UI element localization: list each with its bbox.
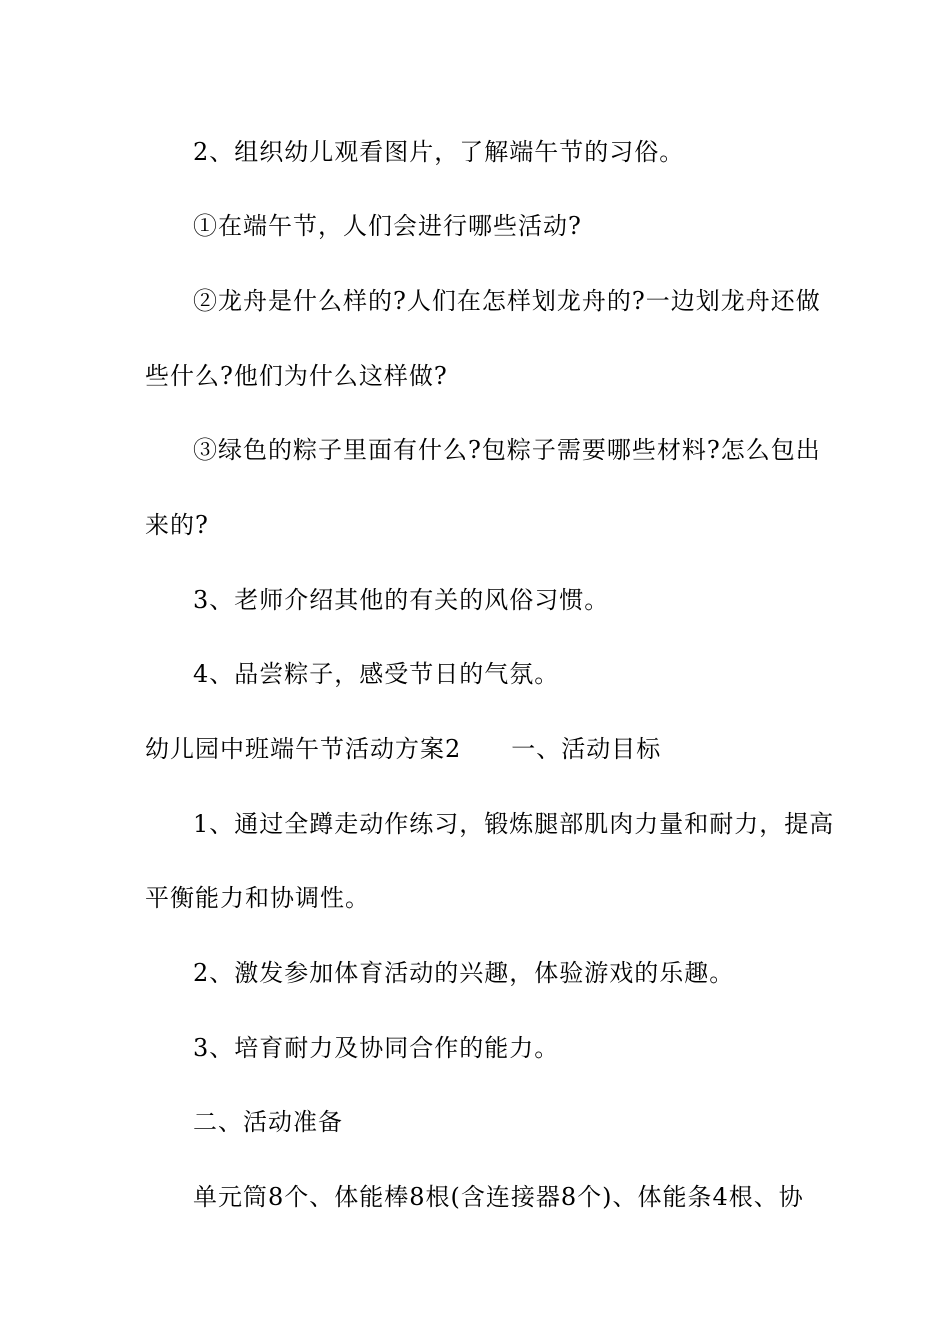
paragraph-line: 1、通过全蹲走动作练习，锻炼腿部肌肉力量和耐力，提高 (193, 810, 835, 838)
paragraph-line: ③绿色的粽子里面有什么?包粽子需要哪些材料?怎么包出 (193, 436, 821, 464)
paragraph-line: 3、培育耐力及协同合作的能力。 (193, 1034, 560, 1062)
paragraph-line: 3、老师介绍其他的有关的风俗习惯。 (193, 586, 610, 614)
paragraph-line: 2、组织幼儿观看图片，了解端午节的习俗。 (193, 138, 685, 166)
paragraph-line: 2、激发参加体育活动的兴趣，体验游戏的乐趣。 (193, 959, 735, 987)
paragraph-line: ②龙舟是什么样的?人们在怎样划龙舟的?一边划龙舟还做 (193, 287, 821, 315)
section-heading: 二、活动准备 (193, 1108, 343, 1136)
paragraph-line: 4、品尝粽子，感受节日的气氛。 (193, 660, 560, 688)
paragraph-line: ①在端午节，人们会进行哪些活动? (193, 212, 582, 240)
paragraph-line: 单元筒8个、体能棒8根(含连接器8个)、体能条4根、协 (193, 1183, 804, 1211)
paragraph-line: 来的? (145, 511, 209, 539)
paragraph-line: 平衡能力和协调性。 (145, 884, 370, 912)
paragraph-line: 些什么?他们为什么这样做? (145, 362, 448, 390)
section-heading: 幼儿园中班端午节活动方案2 一、活动目标 (145, 735, 662, 763)
